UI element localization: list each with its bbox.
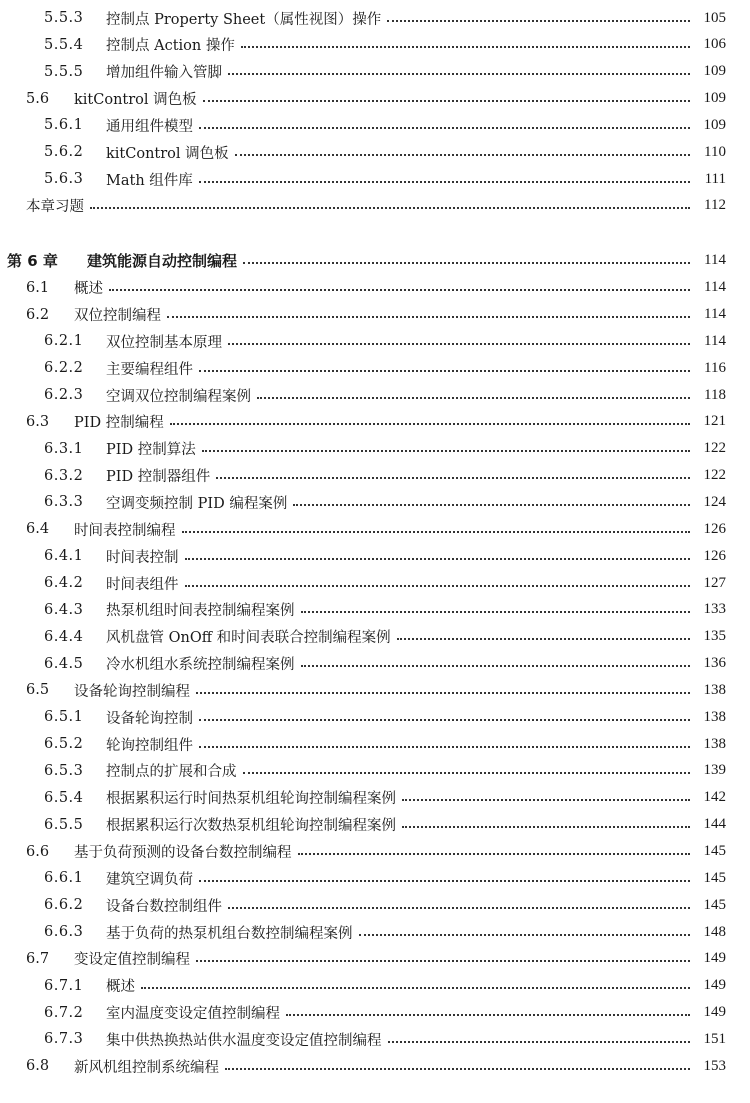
toc-entry[interactable] (0, 139, 750, 165)
dot-leader (196, 959, 690, 962)
toc-entry[interactable] (0, 193, 750, 219)
section-number: 6.3.2 (44, 467, 84, 484)
dot-leader (170, 422, 690, 425)
toc-entry[interactable] (0, 166, 750, 192)
dot-leader (196, 691, 690, 694)
section-title: PID 控制编程 (74, 415, 164, 432)
dot-leader (228, 72, 690, 75)
section-number: 5.5.5 (44, 63, 84, 80)
dot-leader (293, 503, 690, 506)
toc-entry[interactable] (0, 839, 750, 865)
dot-leader (185, 584, 691, 587)
page-number: 136 (703, 655, 726, 672)
toc-entry[interactable] (0, 516, 750, 542)
dot-leader (228, 342, 690, 345)
section-title: 空调双位控制编程案例 (106, 388, 251, 405)
section-title: 基于负荷预测的设备台数控制编程 (74, 845, 292, 861)
toc-entry[interactable] (0, 677, 750, 703)
toc-entry[interactable] (0, 946, 750, 972)
dot-leader (286, 1013, 690, 1016)
dot-leader (301, 664, 691, 667)
dot-leader (199, 126, 690, 129)
page-number: 114 (704, 252, 726, 269)
page-number: 135 (703, 628, 726, 645)
section-number: 6.4.4 (44, 628, 84, 645)
page-number: 126 (703, 520, 726, 537)
section-number: 6.5.3 (44, 762, 84, 779)
section-number: 6.4.1 (44, 548, 84, 565)
page-number: 112 (704, 197, 726, 214)
section-title: 变设定值控制编程 (74, 952, 190, 969)
section-number: 6.6.1 (44, 870, 84, 887)
page-number: 151 (703, 1030, 726, 1047)
dot-leader (397, 637, 690, 640)
section-number: 第 6 章 (7, 252, 58, 271)
toc-entry[interactable] (0, 812, 750, 838)
dot-leader (359, 933, 691, 936)
page-number: 114 (704, 332, 726, 349)
page-number: 124 (703, 493, 726, 510)
section-title: 轮询控制组件 (106, 737, 193, 754)
section-title: 新风机组控制系统编程 (74, 1059, 219, 1076)
dot-leader (199, 369, 690, 372)
section-title: 控制点的扩展和合成 (106, 764, 237, 781)
dot-leader (243, 771, 691, 774)
toc-entry[interactable] (0, 919, 750, 945)
page-number: 111 (704, 170, 726, 187)
page-number: 149 (703, 1004, 726, 1021)
dot-leader (228, 906, 690, 909)
toc-entry[interactable] (0, 59, 750, 85)
page-number: 127 (703, 574, 726, 591)
section-title: 双位控制编程 (74, 308, 161, 324)
section-title: 根据累积运行次数热泵机组轮询控制编程案例 (106, 818, 396, 835)
section-number: 6.4.2 (44, 575, 84, 591)
section-number: 6.5.5 (44, 816, 84, 833)
section-number: 6.5.4 (44, 789, 84, 806)
toc-entry[interactable] (0, 624, 750, 650)
page-number: 145 (703, 896, 726, 913)
dot-leader (243, 261, 690, 264)
page-number: 109 (703, 90, 726, 107)
section-title: 概述 (106, 979, 135, 996)
section-title: 时间表控制编程 (74, 522, 176, 539)
page-number: 138 (703, 708, 726, 725)
dot-leader (199, 180, 690, 183)
section-title: 空调变频控制 PID 编程案例 (106, 495, 288, 512)
toc-entry[interactable] (0, 865, 750, 891)
section-number: 6.7.2 (44, 1004, 84, 1021)
section-number: 5.6 (26, 90, 50, 107)
chapter-heading[interactable] (0, 248, 750, 274)
page-number: 142 (703, 789, 726, 806)
page-number: 110 (704, 143, 726, 160)
toc-entry[interactable] (0, 32, 750, 58)
section-number: 5.6.2 (44, 144, 84, 161)
section-number: 6.3.1 (44, 440, 84, 457)
section-title: 热泵机组时间表控制编程案例 (106, 603, 295, 620)
section-title: 根据累积运行时间热泵机组轮询控制编程案例 (106, 791, 396, 808)
dot-leader (402, 798, 690, 801)
page-number: 126 (703, 547, 726, 564)
section-title: Math 组件库 (106, 172, 193, 189)
page-number: 106 (703, 36, 726, 53)
section-title: 冷水机组水系统控制编程案例 (106, 657, 295, 674)
dot-leader (202, 449, 690, 452)
section-number: 5.6.1 (44, 117, 84, 134)
toc-entry[interactable] (0, 785, 750, 811)
section-title: 基于负荷的热泵机组台数控制编程案例 (106, 925, 353, 942)
page-number: 145 (703, 843, 726, 859)
dot-leader (199, 718, 690, 721)
dot-leader (203, 99, 690, 102)
page-number: 116 (704, 359, 726, 376)
page-number: 149 (703, 977, 726, 994)
page-number: 139 (703, 762, 726, 779)
section-number: 6.5.2 (44, 736, 84, 753)
page-number: 145 (703, 869, 726, 886)
section-title: 建筑空调负荷 (106, 871, 193, 888)
dot-leader (199, 745, 690, 748)
dot-leader (402, 825, 690, 828)
section-number: 6.2.1 (44, 333, 84, 350)
toc-entry[interactable] (0, 328, 750, 354)
section-number: 5.6.3 (44, 171, 84, 188)
page-number: 144 (703, 816, 726, 833)
toc-entry[interactable] (0, 651, 750, 677)
page-number: 114 (704, 279, 726, 296)
toc-entry[interactable] (0, 463, 750, 489)
page-number: 122 (703, 467, 726, 484)
section-number: 6.4.5 (44, 655, 84, 672)
section-title: 室内温度变设定值控制编程 (106, 1006, 280, 1023)
section-number: 5.5.4 (44, 36, 84, 53)
toc-entry[interactable] (0, 489, 750, 515)
toc-entry[interactable] (0, 543, 750, 569)
dot-leader (90, 206, 690, 209)
section-number: 6.6.3 (44, 924, 84, 941)
toc-entry[interactable] (0, 382, 750, 408)
page-number: 138 (703, 735, 726, 752)
section-number: 6.2 (26, 306, 50, 323)
dot-leader (109, 288, 690, 291)
toc-entry[interactable] (0, 112, 750, 138)
page-number: 109 (703, 63, 726, 80)
page-number: 149 (703, 950, 726, 967)
toc-entry[interactable] (0, 1053, 750, 1079)
toc-entry[interactable] (0, 1026, 750, 1052)
section-title: 控制点 Action 操作 (106, 38, 235, 55)
section-title: kitControl 调色板 (106, 145, 229, 162)
dot-leader (216, 476, 690, 479)
section-number: 5.5.3 (44, 10, 84, 26)
page-number: 105 (703, 9, 726, 26)
toc-entry[interactable] (0, 5, 750, 31)
section-title: PID 控制算法 (106, 442, 196, 459)
toc-entry[interactable] (0, 570, 750, 596)
section-number: 6.4.3 (44, 601, 84, 618)
section-number: 6.2.2 (44, 360, 84, 377)
section-title: 通用组件模型 (106, 118, 193, 135)
dot-leader (199, 879, 690, 882)
dot-leader (298, 852, 691, 855)
dot-leader (182, 530, 691, 533)
section-title: 概述 (74, 281, 103, 298)
section-number: 6.7.1 (44, 977, 84, 994)
page-number: 122 (703, 440, 726, 457)
page-number: 118 (704, 386, 726, 403)
toc-entry[interactable] (0, 704, 750, 730)
dot-leader (257, 396, 690, 399)
section-title: 设备轮询控制编程 (74, 683, 190, 700)
dot-leader (387, 19, 690, 22)
section-title: 本章习题 (26, 199, 84, 216)
toc-entry[interactable] (0, 355, 750, 381)
dot-leader (301, 610, 691, 613)
section-title: 时间表组件 (106, 576, 179, 593)
section-number: 6.2.3 (44, 387, 84, 404)
page-number: 133 (703, 601, 726, 618)
page-number: 153 (703, 1057, 726, 1074)
dot-leader (388, 1040, 691, 1043)
section-number: 6.1 (26, 279, 50, 296)
toc-entry[interactable] (0, 409, 750, 435)
dot-leader (225, 1067, 690, 1070)
section-number: 6.4 (26, 521, 50, 538)
section-title: 控制点 Property Sheet（属性视图）操作 (106, 11, 382, 28)
section-title: 双位控制基本原理 (106, 334, 222, 351)
section-title: 集中供热换热站供水温度变设定值控制编程 (106, 1032, 382, 1049)
dot-leader (185, 557, 691, 560)
section-title: 设备台数控制组件 (106, 898, 222, 915)
section-number: 6.3.3 (44, 494, 84, 511)
page-number: 114 (704, 306, 726, 322)
section-number: 6.5.1 (44, 709, 84, 726)
section-title: 主要编程组件 (106, 361, 193, 378)
page-number: 121 (703, 413, 726, 430)
toc-entry[interactable] (0, 86, 750, 112)
toc-entry[interactable] (0, 758, 750, 784)
page-number: 109 (703, 116, 726, 133)
section-title: 建筑能源自动控制编程 (87, 252, 238, 271)
page-number: 148 (703, 923, 726, 940)
section-title: 时间表控制 (106, 549, 179, 566)
toc-entry[interactable] (0, 275, 750, 301)
toc-entry[interactable] (0, 302, 750, 328)
toc-entry[interactable] (0, 731, 750, 757)
section-title: kitControl 调色板 (74, 92, 197, 109)
dot-leader (235, 153, 690, 156)
section-number: 6.7 (26, 950, 50, 967)
toc-entry[interactable] (0, 973, 750, 999)
section-title: 风机盘管 OnOff 和时间表联合控制编程案例 (106, 630, 391, 647)
section-number: 6.6.2 (44, 897, 84, 914)
toc-entry[interactable] (0, 436, 750, 462)
section-number: 6.8 (26, 1058, 50, 1075)
page-number: 138 (703, 681, 726, 698)
dot-leader (241, 45, 690, 48)
section-number: 6.7.3 (44, 1031, 84, 1048)
toc-entry[interactable] (0, 892, 750, 918)
toc-entry[interactable] (0, 1000, 750, 1026)
section-title: 增加组件输入管脚 (106, 65, 222, 82)
dot-leader (167, 315, 690, 318)
toc-entry[interactable] (0, 597, 750, 623)
dot-leader (141, 986, 690, 989)
section-number: 6.5 (26, 682, 50, 699)
section-title: PID 控制器组件 (106, 469, 211, 486)
section-number: 6.3 (26, 413, 50, 430)
section-title: 设备轮询控制 (106, 710, 193, 727)
section-number: 6.6 (26, 843, 50, 860)
